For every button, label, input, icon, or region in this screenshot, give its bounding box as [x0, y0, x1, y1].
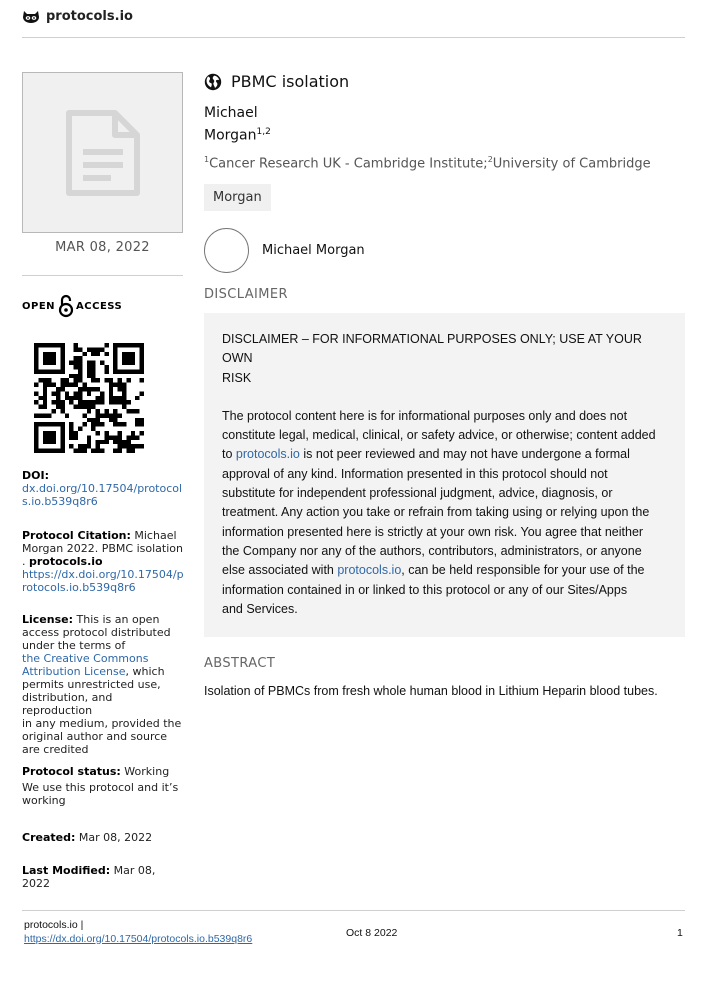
license-text-5: permits unrestricted use, — [22, 678, 161, 691]
header-divider — [22, 37, 685, 38]
footer-site: protocols.io | — [24, 919, 84, 931]
globe-icon — [204, 73, 222, 91]
author-affiliation-marks: 1,2 — [256, 127, 271, 137]
citation-text-3: . — [22, 555, 29, 568]
disclaimer-box — [204, 313, 685, 637]
license-text-1: This is an open — [73, 613, 160, 626]
footer-divider — [22, 910, 685, 911]
license-text-9: are credited — [22, 743, 89, 756]
status-block — [22, 765, 184, 807]
protocol-title: PBMC isolation — [231, 72, 350, 91]
avatar — [204, 228, 249, 273]
protocols-link[interactable]: protocols.io — [235, 447, 300, 462]
status-note-1: We use this protocol and it’s — [22, 781, 179, 794]
disclaimer-line-5: substitute for independent professional judgment, advice, diagnosis, or — [222, 486, 613, 501]
affiliation-1: Cancer Research UK - Cambridge Institute — [209, 155, 484, 171]
disclaimer-line-3-pre: to — [222, 447, 236, 462]
license-text-2: access protocol distributed — [22, 626, 171, 639]
affiliation-mark-2: 2 — [487, 154, 493, 164]
status-value: Working — [120, 765, 170, 778]
doi-block — [22, 469, 184, 508]
sidebar — [22, 72, 183, 453]
license-link[interactable] — [22, 652, 184, 665]
disclaimer-line-9-post: , can be held responsible for your use of the — [401, 563, 645, 578]
affiliation-2: University of Cambridge — [492, 155, 651, 171]
disclaimer-line-2: constitute legal, medical, clinical, or safety advice, or otherwise; content added — [222, 428, 656, 443]
affiliations — [204, 155, 685, 171]
open-lock-icon — [58, 294, 74, 318]
disclaimer-line-3-post: is not peer reviewed and may not have undergone a formal — [299, 447, 630, 462]
open-access-label-right: ACCESS — [76, 300, 123, 312]
created-label: Created: — [22, 831, 76, 844]
qr-code-image — [34, 343, 144, 453]
citation-link-line-2: rotocols.io.b539q8r6 — [22, 581, 136, 594]
citation-link-line-1: https://dx.doi.org/10.17504/p — [22, 568, 184, 581]
disclaimer-line-4: approval of any kind. Information presented in this protocol should not — [222, 466, 608, 481]
doi-link-line-1: dx.doi.org/10.17504/protocol — [22, 482, 183, 495]
created-block — [22, 831, 184, 844]
author-list — [204, 104, 685, 146]
license-text-4: , which — [125, 665, 165, 678]
disclaimer-line-7: information presented here is strictly at your own risk. You agree that neither — [222, 524, 644, 539]
license-block — [22, 613, 184, 756]
author-tag[interactable]: Morgan — [204, 184, 271, 211]
license-link-2[interactable]: Attribution License — [22, 665, 126, 678]
abstract-heading: ABSTRACT — [204, 656, 276, 672]
main-content — [204, 72, 685, 698]
disclaimer-heading: DISCLAIMER — [204, 286, 288, 302]
modified-block — [22, 864, 184, 890]
protocol-thumbnail — [22, 72, 183, 233]
open-access-badge — [22, 294, 183, 318]
qr-code[interactable] — [34, 343, 144, 453]
author-first-name: Michael — [204, 105, 258, 121]
footer-url[interactable]: https://dx.doi.org/10.17504/protocols.io.b539q8r6 — [24, 932, 253, 945]
footer-date: Oct 8 2022 — [346, 927, 398, 939]
citation-text-2: Morgan 2022. PBMC isolation — [22, 542, 183, 555]
citation-link[interactable] — [22, 568, 184, 594]
author-name: Michael Morgan — [262, 242, 365, 258]
doi-link-line-2: s.io.b539q8r6 — [22, 495, 98, 508]
title-row — [204, 72, 685, 91]
doi-label: DOI: — [22, 469, 49, 482]
footer-source — [24, 919, 252, 946]
modified-value-2: 2022 — [22, 877, 50, 890]
author-card[interactable] — [204, 228, 685, 273]
page-number: 1 — [677, 927, 683, 939]
doi-link[interactable] — [22, 482, 184, 508]
disclaimer-line-11: and Services. — [222, 601, 298, 616]
affiliation-separator: ; — [483, 155, 488, 171]
abstract-text: Isolation of PBMCs from fresh whole human blood in Lithium Heparin blood tubes. — [204, 684, 658, 699]
author-last-name: Morgan — [204, 127, 257, 144]
disclaimer-line-1: The protocol content here is for informational purposes only and does not — [222, 408, 628, 423]
disclaimer-line-6: treatment. Any action you take or refrain from taking using or relying upon the — [222, 505, 650, 520]
license-link-line-1: the Creative Commons — [22, 652, 149, 665]
protocols-link-2[interactable]: protocols.io — [337, 563, 402, 578]
status-note-2: working — [22, 794, 66, 807]
affiliation-mark-1: 1 — [204, 154, 210, 164]
raccoon-logo-icon — [22, 10, 40, 24]
license-text-6: distribution, and reproduction — [22, 691, 113, 717]
sidebar-divider — [22, 275, 183, 276]
disclaimer-title-line-1: DISCLAIMER – FOR INFORMATIONAL PURPOSES ONLY; USE AT YOUR OWN — [222, 331, 642, 366]
citation-label: Protocol Citation: — [22, 529, 131, 542]
citation-source: protocols.io — [29, 555, 103, 568]
publication-date: MAR 08, 2022 — [55, 240, 150, 255]
brand-name: protocols.io — [46, 9, 133, 24]
modified-value: Mar 08, — [110, 864, 156, 877]
created-value: Mar 08, 2022 — [75, 831, 153, 844]
status-label: Protocol status: — [22, 765, 121, 778]
document-icon — [65, 109, 141, 197]
modified-label: Last Modified: — [22, 864, 111, 877]
disclaimer-line-10: information contained in or linked to this protocol or any of our Sites/Apps — [222, 582, 628, 597]
license-text-8: original author and source — [22, 730, 168, 743]
license-label: License: — [22, 613, 73, 626]
brand[interactable] — [22, 9, 133, 24]
license-text-3: under the terms of — [22, 639, 126, 652]
disclaimer-line-9-pre: else associated with — [222, 563, 338, 578]
citation-text-1: Michael — [130, 529, 177, 542]
disclaimer-line-8: the Company nor any of the authors, contributors, administrators, or anyone — [222, 543, 642, 558]
citation-block — [22, 529, 184, 594]
disclaimer-title-line-2: RISK — [222, 370, 252, 385]
license-text-7: in any medium, provided the — [22, 717, 182, 730]
open-access-label-left: OPEN — [22, 300, 56, 312]
